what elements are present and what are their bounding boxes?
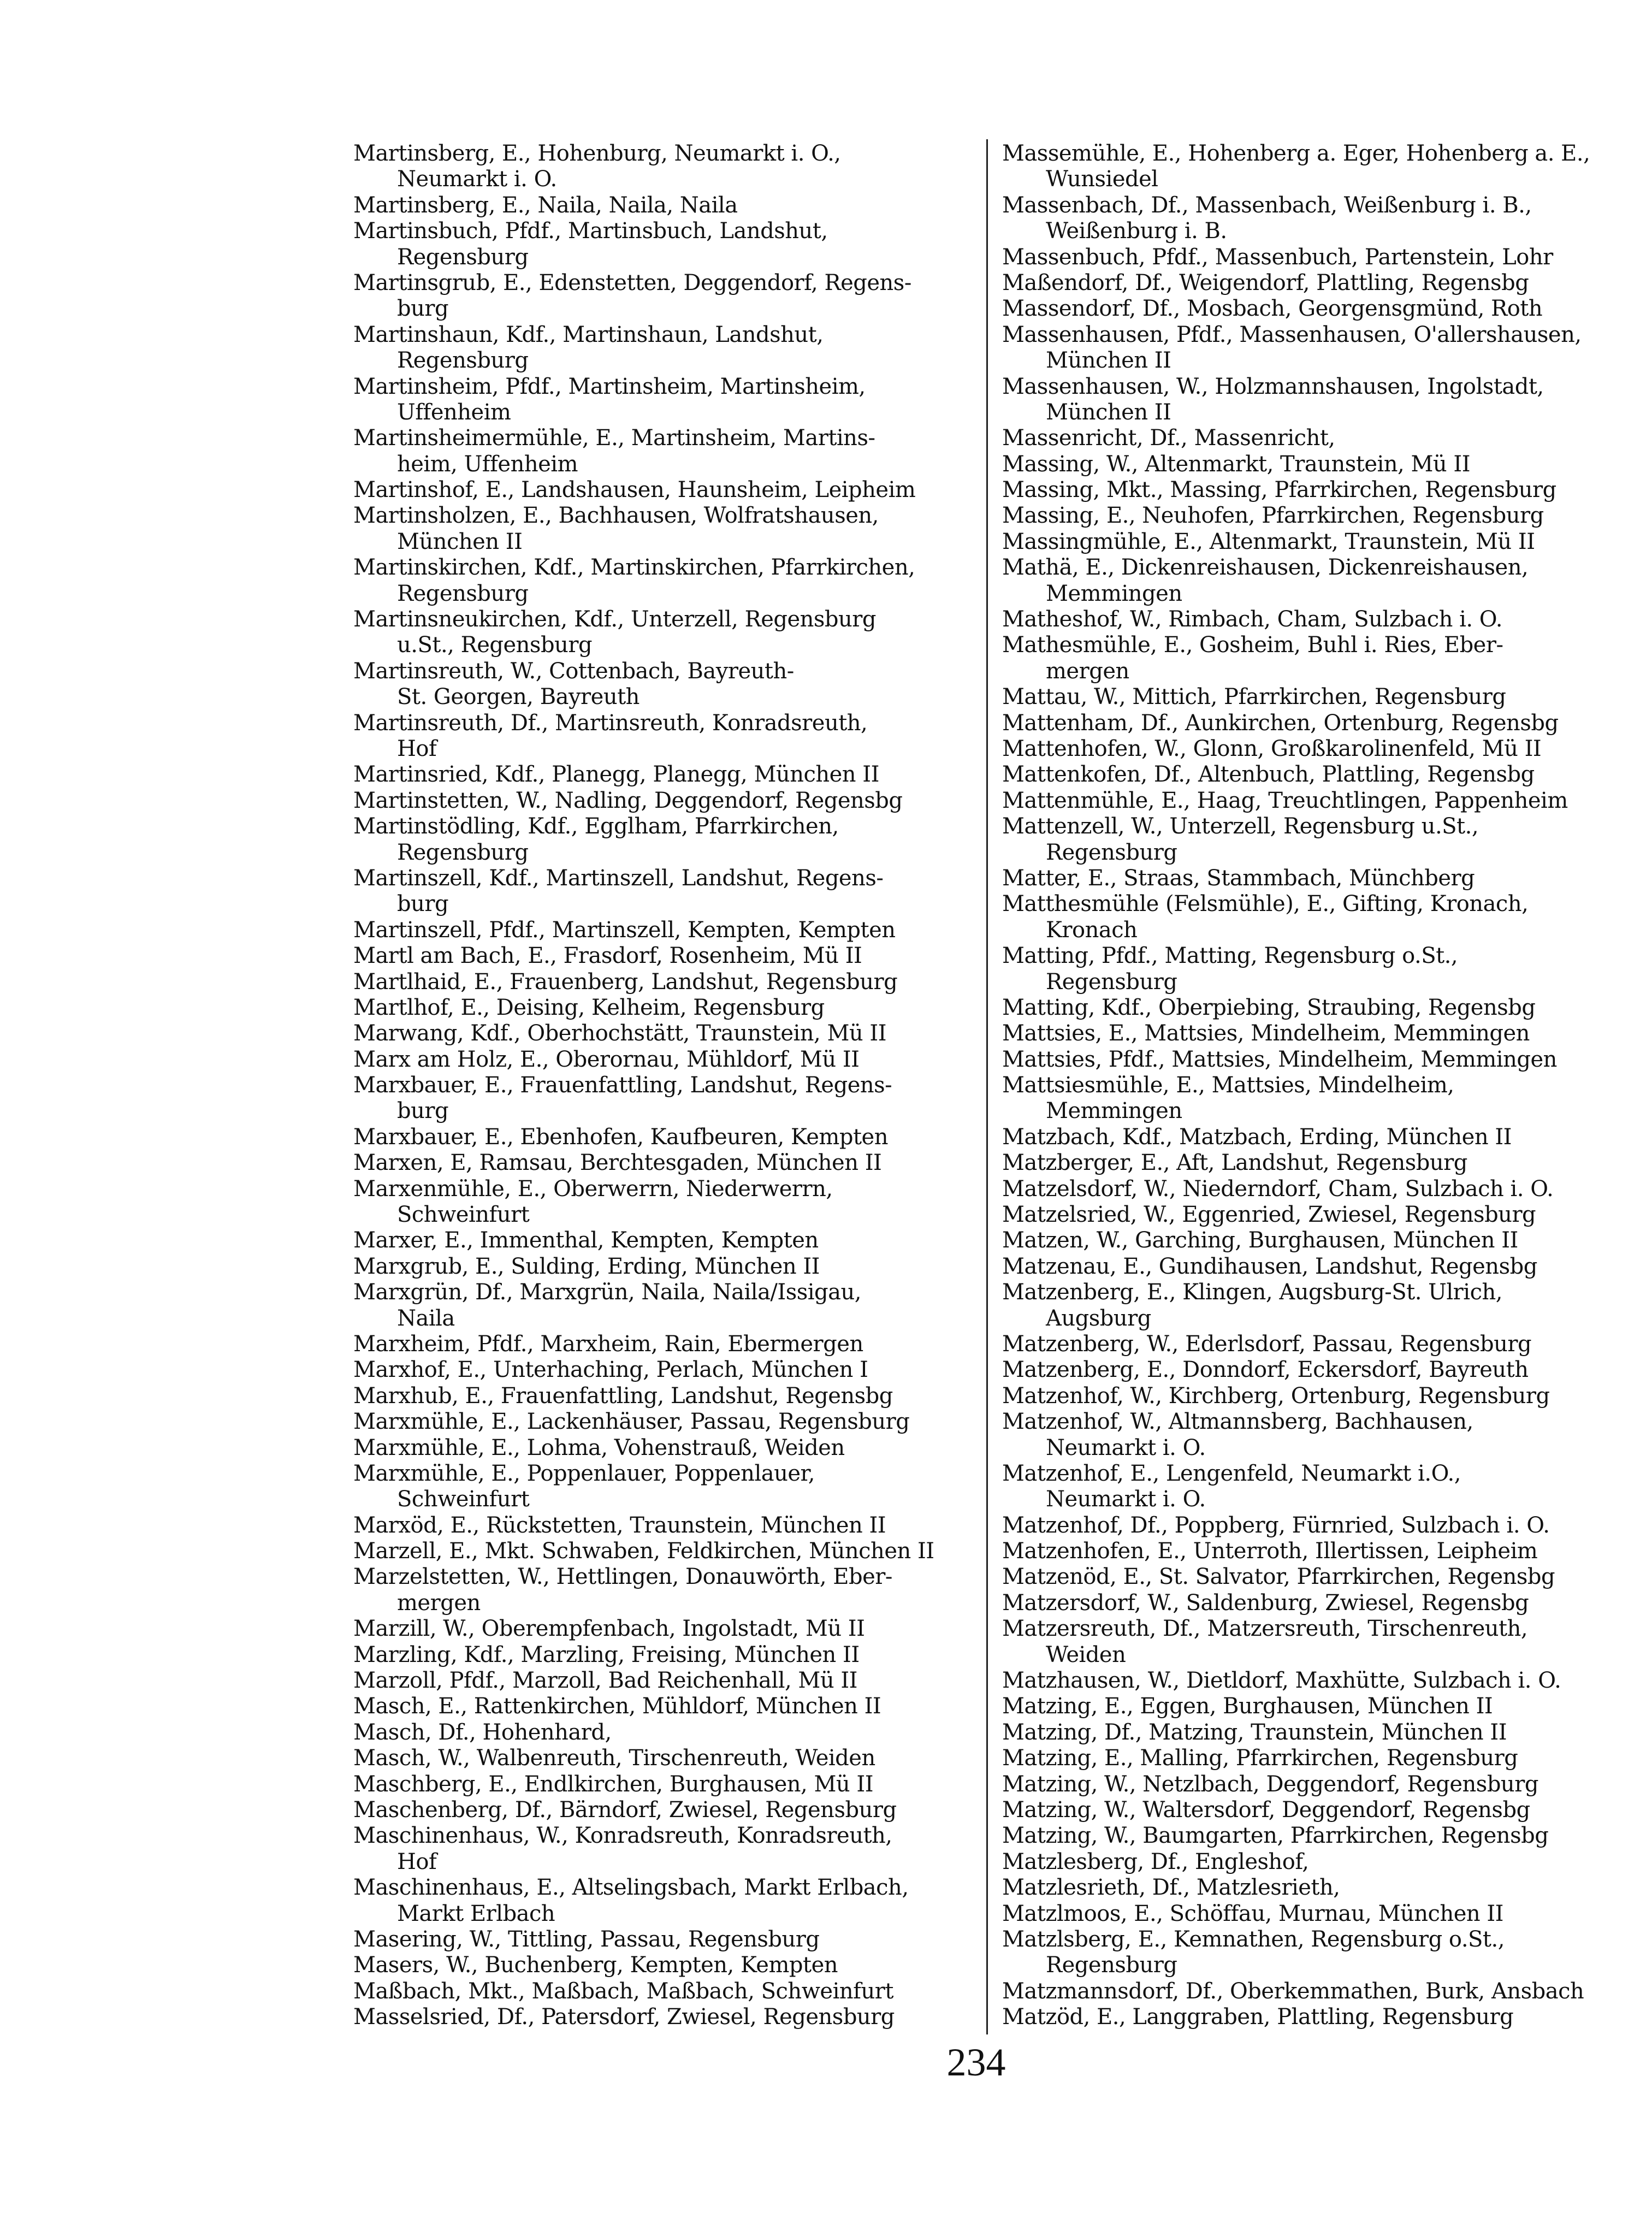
entry-line: Mattsies, E., Mattsies, Mindelheim, Memmingen (1002, 1021, 1530, 1046)
entry-line: Mattenmühle, E., Haag, Treuchtlingen, Pappenheim (1002, 788, 1568, 813)
entry-line: Marwang, Kdf., Oberhochstätt, Traunstein, Mü II (353, 1021, 887, 1046)
gazetteer-entry (1002, 2004, 1619, 2030)
gazetteer-entry (1002, 245, 1619, 270)
entry-continuation-line: Neumarkt i. O. (1046, 1435, 1206, 1460)
entry-line: Marxenmühle, E., Oberwerrn, Niederwerrn, (353, 1176, 833, 1202)
entry-continuation-line: Neumarkt i. O. (1046, 1487, 1206, 1512)
entry-line: Matzenhofen, E., Unterroth, Illertissen, Leipheim (1002, 1539, 1538, 1564)
entry-line: Martinsberg, E., Naila, Naila, Naila (353, 192, 738, 218)
entry-line: Masch, W., Walbenreuth, Tirschenreuth, Weiden (353, 1746, 875, 1771)
entry-line: Matzlesberg, Df., Engleshof, (1002, 1849, 1309, 1874)
entry-line: Matzenöd, E., St. Salvator, Pfarrkirchen, Regensbg (1002, 1564, 1555, 1590)
gazetteer-entry (1002, 1720, 1619, 1746)
entry-continuation-line: heim, Uffenheim (397, 451, 578, 477)
entry-continuation-line: Neumarkt i. O. (397, 167, 557, 192)
gazetteer-entry (353, 503, 981, 555)
entry-line: Mathesmühle, E., Gosheim, Buhl i. Ries, Eber- (1002, 632, 1503, 658)
gazetteer-entry (1002, 684, 1619, 710)
gazetteer-entry (353, 1409, 981, 1435)
gazetteer-entry (353, 1979, 981, 2004)
entry-line: Marxöd, E., Rückstetten, Traunstein, München II (353, 1512, 886, 1538)
entry-line: Martinszell, Pfdf., Martinszell, Kempten, Kempten (353, 917, 896, 943)
entry-line: Martinsreuth, W., Cottenbach, Bayreuth- (353, 658, 794, 684)
gazetteer-entry (353, 814, 981, 866)
entry-line: Marzling, Kdf., Marzling, Freising, München II (353, 1642, 860, 1667)
entry-line: Matheshof, W., Rimbach, Cham, Sulzbach i. O. (1002, 607, 1502, 632)
entry-line: Matzenhof, Df., Poppberg, Fürnried, Sulzbach i. O. (1002, 1512, 1550, 1538)
entry-line: Marxhof, E., Unterhaching, Perlach, München I (353, 1357, 868, 1383)
entry-line: Marxbauer, E., Frauenfattling, Landshut, Regens- (353, 1073, 892, 1098)
entry-continuation-line: burg (397, 296, 449, 322)
gazetteer-entry (353, 1176, 981, 1228)
entry-line: Mattau, W., Mittich, Pfarrkirchen, Regensburg (1002, 684, 1506, 710)
entry-line: Marxmühle, E., Lohma, Vohenstrauß, Weiden (353, 1435, 845, 1460)
gazetteer-entry (353, 1875, 981, 1927)
gazetteer-entry (353, 270, 981, 322)
gazetteer-entry (353, 607, 981, 659)
gazetteer-entry (1002, 866, 1619, 891)
entry-continuation-line: München II (1046, 348, 1171, 374)
gazetteer-entry (1002, 1797, 1619, 1823)
entry-line: Matzlsberg, E., Kemnathen, Regensburg o.St., (1002, 1926, 1505, 1952)
entry-line: Mattsies, Pfdf., Mattsies, Mindelheim, Memmingen (1002, 1046, 1557, 1072)
gazetteer-entry (1002, 1979, 1619, 2004)
gazetteer-entry (353, 374, 981, 426)
entry-line: Maschberg, E., Endlkirchen, Burghausen, Mü II (353, 1771, 873, 1797)
gazetteer-entry (353, 1642, 981, 1668)
entry-line: Martinskirchen, Kdf., Martinskirchen, Pfarrkirchen, (353, 555, 915, 581)
entry-line: Martlhof, E., Deising, Kelheim, Regensburg (353, 995, 825, 1020)
entry-line: Massenricht, Df., Massenricht, (1002, 425, 1335, 451)
gazetteer-entry (353, 1357, 981, 1383)
gazetteer-entry (1002, 1513, 1619, 1539)
gazetteer-entry (353, 711, 981, 762)
gazetteer-entry (353, 1772, 981, 1797)
entry-line: Massingmühle, E., Altenmarkt, Traunstein, Mü II (1002, 529, 1535, 554)
entry-line: Massenhausen, Pfdf., Massenhausen, O'allershausen, (1002, 322, 1582, 347)
gazetteer-entry (353, 943, 981, 969)
gazetteer-entry (353, 1280, 981, 1332)
entry-line: Massing, W., Altenmarkt, Traunstein, Mü II (1002, 451, 1471, 477)
entry-line: Martinshof, E., Landshausen, Haunsheim, Leipheim (353, 477, 916, 503)
entry-line: Marxbauer, E., Ebenhofen, Kaufbeuren, Kempten (353, 1124, 888, 1150)
entry-continuation-line: Regensburg (397, 244, 529, 270)
gazetteer-entry (1002, 1409, 1619, 1461)
entry-line: Matting, Kdf., Oberpiebing, Straubing, Regensbg (1002, 995, 1536, 1020)
entry-line: Mattenzell, W., Unterzell, Regensburg u.St., (1002, 814, 1479, 839)
gazetteer-entry (1002, 1357, 1619, 1383)
gazetteer-entry (1002, 1332, 1619, 1357)
gazetteer-entry (353, 1228, 981, 1253)
gazetteer-entry (1002, 1746, 1619, 1771)
gazetteer-entry (1002, 1280, 1619, 1332)
gazetteer-entry (1002, 555, 1619, 607)
entry-line: Matzen, W., Garching, Burghausen, München II (1002, 1228, 1518, 1253)
gazetteer-entry (353, 1927, 981, 1953)
entry-continuation-line: Regensburg (397, 839, 529, 865)
gazetteer-entry (1002, 814, 1619, 866)
entry-continuation-line: Schweinfurt (397, 1487, 530, 1512)
entry-continuation-line: burg (397, 891, 449, 917)
entry-line: Martinsberg, E., Hohenburg, Neumarkt i. O., (353, 141, 841, 166)
entry-line: Matthesmühle (Felsmühle), E., Gifting, Kronach, (1002, 891, 1529, 917)
gazetteer-entry (1002, 1823, 1619, 1849)
gazetteer-entry (353, 141, 981, 193)
entry-line: Marzoll, Pfdf., Marzoll, Bad Reichenhall, Mü II (353, 1668, 857, 1694)
entry-continuation-line: Markt Erlbach (397, 1901, 555, 1926)
entry-continuation-line: Augsburg (1046, 1305, 1151, 1331)
entry-line: Martl am Bach, E., Frasdorf, Rosenheim, Mü II (353, 943, 862, 969)
entry-line: Mattenkofen, Df., Altenbuch, Plattling, Regensbg (1002, 762, 1535, 788)
entry-line: Marxmühle, E., Poppenlauer, Poppenlauer, (353, 1460, 815, 1486)
gazetteer-entry (353, 477, 981, 503)
gazetteer-entry (1002, 1616, 1619, 1668)
gazetteer-entry (353, 1616, 981, 1642)
gazetteer-entry (1002, 425, 1619, 451)
entry-line: Martinsreuth, Df., Martinsreuth, Konradsreuth, (353, 710, 868, 736)
gazetteer-entry (353, 1539, 981, 1564)
gazetteer-entry (353, 1332, 981, 1357)
gazetteer-entry (1002, 1927, 1619, 1979)
entry-line: Martinsried, Kdf., Planegg, Planegg, München II (353, 762, 879, 788)
entry-line: Marxer, E., Immenthal, Kempten, Kempten (353, 1228, 819, 1253)
gazetteer-entry (1002, 943, 1619, 995)
gazetteer-entry (353, 193, 981, 218)
entry-continuation-line: St. Georgen, Bayreuth (397, 684, 640, 710)
entry-line: Masselsried, Df., Patersdorf, Zwiesel, Regensburg (353, 2004, 895, 2030)
entry-line: Masering, W., Tittling, Passau, Regensburg (353, 1926, 820, 1952)
entry-line: Massenbach, Df., Massenbach, Weißenburg i. B., (1002, 192, 1532, 218)
gazetteer-entry (1002, 1849, 1619, 1875)
gazetteer-entry (353, 1073, 981, 1125)
entry-line: Martinstetten, W., Nadling, Deggendorf, Regensbg (353, 788, 903, 813)
entry-line: Marzill, W., Oberempfenbach, Ingolstadt, Mü II (353, 1616, 865, 1642)
gazetteer-entry (353, 1668, 981, 1694)
entry-line: Marxen, E, Ramsau, Berchtesgaden, München II (353, 1150, 882, 1176)
entry-line: Matzenhof, W., Kirchberg, Ortenburg, Regensburg (1002, 1383, 1550, 1409)
entry-line: Matzöd, E., Langgraben, Plattling, Regensburg (1002, 2004, 1514, 2030)
entry-line: Martinszell, Kdf., Martinszell, Landshut, Regens- (353, 865, 884, 891)
entry-continuation-line: mergen (397, 1590, 481, 1616)
column-divider (986, 139, 988, 2034)
entry-continuation-line: Weißenburg i. B. (1046, 218, 1227, 244)
gazetteer-entry (1002, 503, 1619, 529)
entry-continuation-line: Regensburg (1046, 969, 1177, 995)
entry-line: Martinsbuch, Pfdf., Martinsbuch, Landshut, (353, 218, 828, 244)
gazetteer-entry (1002, 1125, 1619, 1150)
entry-line: Mattsiesmühle, E., Mattsies, Mindelheim, (1002, 1073, 1454, 1098)
gazetteer-entry (1002, 995, 1619, 1021)
entry-line: Masch, Df., Hohenhard, (353, 1719, 612, 1745)
entry-continuation-line: Regensburg (1046, 839, 1177, 865)
gazetteer-entry (353, 2004, 981, 2030)
gazetteer-entry (353, 1953, 981, 1978)
gazetteer-entry (353, 1720, 981, 1746)
gazetteer-entry (353, 1047, 981, 1073)
gazetteer-entry (1002, 607, 1619, 632)
gazetteer-entry (1002, 452, 1619, 477)
gazetteer-entry (1002, 1047, 1619, 1073)
gazetteer-entry (353, 1694, 981, 1719)
entry-line: Marzelstetten, W., Hettlingen, Donauwörth, Eber- (353, 1564, 892, 1590)
gazetteer-entry (353, 1150, 981, 1176)
gazetteer-entry (1002, 891, 1619, 943)
entry-line: Matzersdorf, W., Saldenburg, Zwiesel, Regensbg (1002, 1590, 1529, 1616)
gazetteer-entry (1002, 270, 1619, 296)
entry-line: Massemühle, E., Hohenberg a. Eger, Hohenberg a. E., (1002, 141, 1590, 166)
entry-line: Mattenham, Df., Aunkirchen, Ortenburg, Regensbg (1002, 710, 1559, 736)
entry-line: Matzenhof, W., Altmannsberg, Bachhausen, (1002, 1409, 1473, 1435)
gazetteer-entry (1002, 1539, 1619, 1564)
entry-line: Matter, E., Straas, Stammbach, Münchberg (1002, 865, 1475, 891)
gazetteer-entry (1002, 1202, 1619, 1228)
entry-line: Maschinenhaus, E., Altselingsbach, Markt Erlbach, (353, 1875, 909, 1901)
gazetteer-entry (353, 995, 981, 1021)
gazetteer-entry (1002, 477, 1619, 503)
gazetteer-entry (1002, 1228, 1619, 1253)
gazetteer-entry (1002, 1694, 1619, 1719)
page-number: 234 (946, 2040, 1006, 2084)
entry-line: Matzelsdorf, W., Niederndorf, Cham, Sulzbach i. O. (1002, 1176, 1554, 1202)
gazetteer-entry (1002, 1176, 1619, 1202)
gazetteer-entry (353, 762, 981, 788)
entry-line: Marzell, E., Mkt. Schwaben, Feldkirchen, München II (353, 1539, 934, 1564)
gazetteer-entry (1002, 1021, 1619, 1046)
entry-line: Marxgrub, E., Sulding, Erding, München II (353, 1253, 820, 1279)
gazetteer-entry (353, 1797, 981, 1823)
entry-line: Matzersreuth, Df., Matzersreuth, Tirschenreuth, (1002, 1616, 1528, 1642)
entry-line: Martinsgrub, E., Edenstetten, Deggendorf, Regens- (353, 270, 911, 295)
gazetteer-entry (353, 1125, 981, 1150)
entry-line: Masers, W., Buchenberg, Kempten, Kempten (353, 1953, 838, 1978)
entry-line: Martinsholzen, E., Bachhausen, Wolfratshausen, (353, 503, 879, 529)
entry-continuation-line: Hof (397, 1849, 437, 1874)
entry-line: Matzing, Df., Matzing, Traunstein, München II (1002, 1719, 1507, 1745)
entry-continuation-line: Regensburg (1046, 1953, 1177, 1978)
entry-line: Maßbach, Mkt., Maßbach, Maßbach, Schweinfurt (353, 1978, 893, 2004)
entry-line: Maßendorf, Df., Weigendorf, Plattling, Regensbg (1002, 270, 1529, 295)
entry-continuation-line: Schweinfurt (397, 1202, 530, 1228)
gazetteer-entry (353, 322, 981, 374)
entry-continuation-line: München II (397, 529, 523, 554)
entry-line: Matzing, W., Baumgarten, Pfarrkirchen, Regensbg (1002, 1823, 1549, 1849)
gazetteer-entry (1002, 1564, 1619, 1590)
entry-continuation-line: Regensburg (397, 581, 529, 606)
entry-line: Matzlmoos, E., Schöffau, Murnau, München II (1002, 1901, 1503, 1926)
entry-line: Massing, E., Neuhofen, Pfarrkirchen, Regensburg (1002, 503, 1544, 529)
gazetteer-entry (353, 1564, 981, 1616)
entry-continuation-line: Hof (397, 736, 437, 761)
entry-line: Matzenberg, E., Donndorf, Eckersdorf, Bayreuth (1002, 1357, 1529, 1383)
gazetteer-entry (1002, 1668, 1619, 1694)
entry-line: Marxgrün, Df., Marxgrün, Naila, Naila/Issigau, (353, 1280, 861, 1305)
entry-line: Martinshaun, Kdf., Martinshaun, Landshut, (353, 322, 824, 347)
gazetteer-entry (353, 1021, 981, 1046)
gazetteer-entry (1002, 529, 1619, 555)
gazetteer-entry (353, 1254, 981, 1280)
entry-line: Massendorf, Df., Mosbach, Georgensgmünd, Roth (1002, 296, 1543, 322)
gazetteer-entry (1002, 296, 1619, 322)
gazetteer-entry (353, 1746, 981, 1771)
entry-line: Matzenhof, E., Lengenfeld, Neumarkt i.O., (1002, 1460, 1461, 1486)
entry-continuation-line: Memmingen (1046, 1098, 1182, 1124)
gazetteer-entry (1002, 1772, 1619, 1797)
entry-line: Matzlesrieth, Df., Matzlesrieth, (1002, 1875, 1340, 1901)
entry-line: Matzelsried, W., Eggenried, Zwiesel, Regensburg (1002, 1202, 1536, 1228)
gazetteer-entry (1002, 1254, 1619, 1280)
entry-line: Matzing, E., Eggen, Burghausen, München II (1002, 1694, 1493, 1719)
entry-continuation-line: Uffenheim (397, 399, 511, 425)
gazetteer-entry (1002, 762, 1619, 788)
entry-line: Matzenau, E., Gundihausen, Landshut, Regensbg (1002, 1253, 1537, 1279)
entry-continuation-line: Memmingen (1046, 581, 1182, 606)
entry-line: Matzberger, E., Aft, Landshut, Regensburg (1002, 1150, 1467, 1176)
entry-line: Massing, Mkt., Massing, Pfarrkirchen, Regensburg (1002, 477, 1556, 503)
gazetteer-entry (353, 1435, 981, 1461)
entry-continuation-line: mergen (1046, 658, 1129, 684)
entry-continuation-line: Kronach (1046, 917, 1138, 943)
gazetteer-entry (353, 659, 981, 711)
gazetteer-entry (1002, 711, 1619, 736)
entry-continuation-line: Wunsiedel (1046, 167, 1158, 192)
gazetteer-entry (1002, 322, 1619, 374)
entry-line: Mattenhofen, W., Glonn, Großkarolinenfeld, Mü II (1002, 736, 1542, 761)
entry-line: Matzmannsdorf, Df., Oberkemmathen, Burk, Ansbach (1002, 1978, 1584, 2004)
gazetteer-entry (353, 425, 981, 477)
gazetteer-entry (1002, 1383, 1619, 1409)
gazetteer-entry (353, 866, 981, 918)
entry-line: Marxheim, Pfdf., Marxheim, Rain, Ebermergen (353, 1331, 863, 1357)
gazetteer-entry (1002, 193, 1619, 245)
gazetteer-entry (353, 969, 981, 995)
entry-line: Martinsneukirchen, Kdf., Unterzell, Regensburg (353, 607, 877, 632)
entry-line: Massenhausen, W., Holzmannshausen, Ingolstadt, (1002, 374, 1544, 399)
gazetteer-entry (353, 918, 981, 943)
gazetteer-entry (353, 1823, 981, 1875)
right-column (1002, 141, 1619, 2031)
gazetteer-entry (1002, 1590, 1619, 1616)
entry-continuation-line: Regensburg (397, 348, 529, 374)
entry-line: Matzenberg, W., Ederlsdorf, Passau, Regensburg (1002, 1331, 1532, 1357)
entry-line: Matting, Pfdf., Matting, Regensburg o.St., (1002, 943, 1458, 969)
entry-line: Martinstödling, Kdf., Egglham, Pfarrkirchen, (353, 814, 839, 839)
gazetteer-entry (1002, 788, 1619, 814)
gazetteer-entry (1002, 1875, 1619, 1901)
gazetteer-entry (353, 218, 981, 270)
entry-line: Matzhausen, W., Dietldorf, Maxhütte, Sulzbach i. O. (1002, 1668, 1561, 1694)
entry-line: Martlhaid, E., Frauenberg, Landshut, Regensburg (353, 969, 898, 995)
entry-line: Martinsheimermühle, E., Martinsheim, Martins- (353, 425, 875, 451)
gazetteer-entry (1002, 1150, 1619, 1176)
gazetteer-entry (353, 555, 981, 607)
entry-continuation-line: u.St., Regensburg (397, 632, 593, 658)
entry-continuation-line: Weiden (1046, 1642, 1126, 1667)
gazetteer-entry (1002, 374, 1619, 426)
entry-continuation-line: München II (1046, 399, 1171, 425)
entry-line: Marxmühle, E., Lackenhäuser, Passau, Regensburg (353, 1409, 910, 1435)
left-column (353, 141, 981, 2031)
entry-continuation-line: Naila (397, 1305, 455, 1331)
gazetteer-entry (1002, 736, 1619, 762)
entry-line: Marxhub, E., Frauenfattling, Landshut, Regensbg (353, 1383, 893, 1409)
entry-line: Matzenberg, E., Klingen, Augsburg-St. Ulrich, (1002, 1280, 1502, 1305)
gazetteer-entry (1002, 632, 1619, 684)
gazetteer-entry (1002, 1461, 1619, 1513)
entry-line: Martinsheim, Pfdf., Martinsheim, Martinsheim, (353, 374, 866, 399)
entry-line: Masch, E., Rattenkirchen, Mühldorf, München II (353, 1694, 881, 1719)
gazetteer-entry (1002, 1901, 1619, 1927)
entry-line: Maschinenhaus, W., Konradsreuth, Konradsreuth, (353, 1823, 892, 1849)
entry-line: Mathä, E., Dickenreishausen, Dickenreishausen, (1002, 555, 1529, 581)
gazetteer-entry (1002, 141, 1619, 193)
gazetteer-entry (1002, 1073, 1619, 1125)
gazetteer-entry (353, 1461, 981, 1513)
gazetteer-entry (353, 1513, 981, 1539)
entry-line: Matzbach, Kdf., Matzbach, Erding, München II (1002, 1124, 1512, 1150)
entry-line: Matzing, W., Netzlbach, Deggendorf, Regensburg (1002, 1771, 1538, 1797)
entry-line: Maschenberg, Df., Bärndorf, Zwiesel, Regensburg (353, 1797, 897, 1823)
entry-line: Marx am Holz, E., Oberornau, Mühldorf, Mü II (353, 1046, 860, 1072)
gazetteer-entry (353, 788, 981, 814)
gazetteer-entry (353, 1383, 981, 1409)
entry-line: Massenbuch, Pfdf., Massenbuch, Partenstein, Lohr (1002, 244, 1553, 270)
entry-line: Matzing, E., Malling, Pfarrkirchen, Regensburg (1002, 1746, 1518, 1771)
entry-line: Matzing, W., Waltersdorf, Deggendorf, Regensbg (1002, 1797, 1530, 1823)
entry-continuation-line: burg (397, 1098, 449, 1124)
